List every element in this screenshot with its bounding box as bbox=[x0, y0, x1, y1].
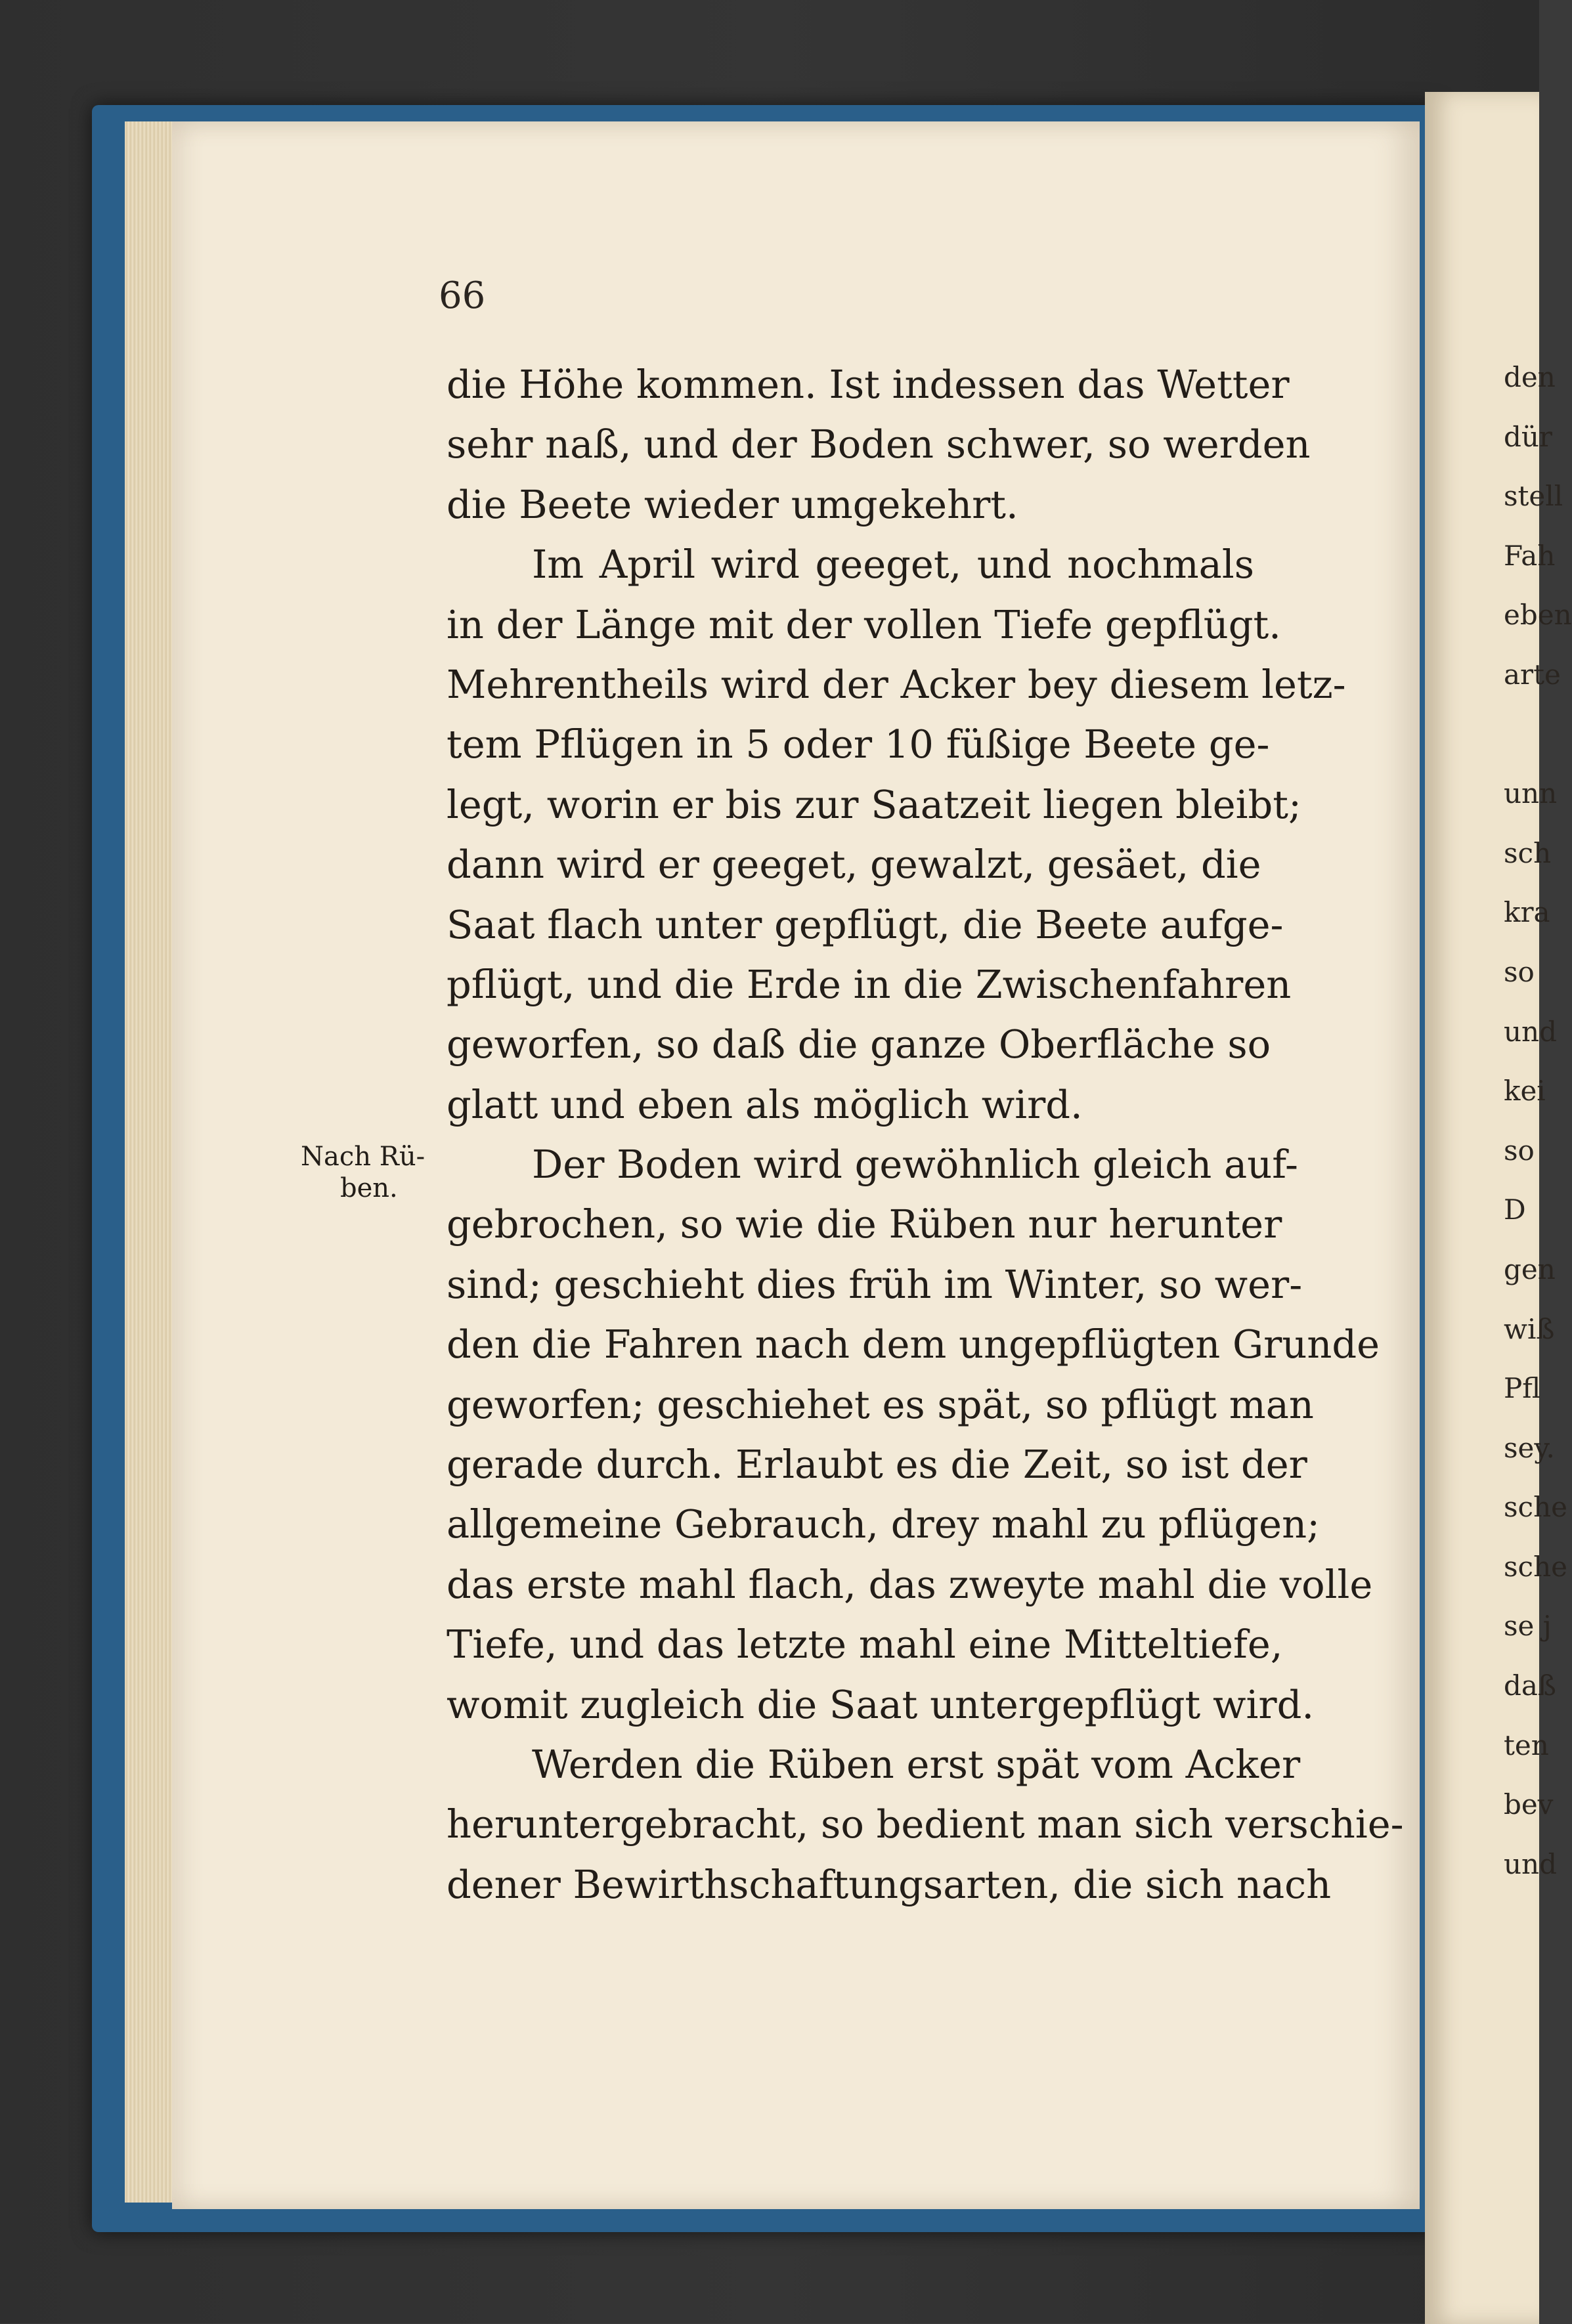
text-line: gebrochen, so wie die Rüben nur herunter bbox=[447, 1201, 1282, 1247]
fragment: se j bbox=[1504, 1610, 1552, 1643]
text-line: heruntergebracht, so bedient man sich verschie- bbox=[447, 1801, 1404, 1847]
text-line: Im April wird geeget, und nochmals bbox=[532, 542, 1254, 588]
fragment: kei bbox=[1504, 1075, 1546, 1108]
text-line: dener Bewirthschaftungsarten, die sich nach bbox=[447, 1861, 1332, 1907]
fragment: eben bbox=[1504, 599, 1572, 632]
fragment: so bbox=[1504, 1134, 1535, 1167]
fragment: bev bbox=[1504, 1788, 1554, 1821]
text-line: den die Fahren nach dem ungepflügten Grunde bbox=[447, 1322, 1380, 1367]
fragment: kra bbox=[1504, 896, 1550, 929]
text-line: das erste mahl flach, das zweyte mahl die volle bbox=[447, 1561, 1373, 1607]
fragment: stell bbox=[1504, 480, 1563, 513]
fragment: sey. bbox=[1504, 1431, 1555, 1464]
text-line: sind; geschieht dies früh im Winter, so wer- bbox=[447, 1261, 1303, 1307]
fragment: D bbox=[1504, 1194, 1526, 1226]
fragment: unn bbox=[1504, 777, 1558, 810]
text-line: Saat flach unter gepflügt, die Beete aufge- bbox=[447, 901, 1284, 947]
margin-note bbox=[301, 1141, 445, 1204]
fragment: Fah bbox=[1504, 539, 1556, 572]
text-line: Werden die Rüben erst spät vom Acker bbox=[532, 1741, 1301, 1787]
fragment: dür bbox=[1504, 420, 1553, 453]
text-line: Der Boden wird gewöhnlich gleich auf- bbox=[532, 1142, 1298, 1188]
facing-page-text-fragments bbox=[1504, 348, 1572, 1894]
text-line: glatt und eben als möglich wird. bbox=[447, 1081, 1083, 1127]
text-line: dann wird er geeget, gewalzt, gesäet, die bbox=[447, 842, 1261, 888]
text-line: legt, worin er bis zur Saatzeit liegen bleibt; bbox=[447, 781, 1301, 827]
fragment bbox=[1504, 705, 1572, 765]
text-line: allgemeine Gebrauch, drey mahl zu pflügen; bbox=[447, 1501, 1320, 1547]
fragment: und bbox=[1504, 1015, 1557, 1048]
fragment: den bbox=[1504, 361, 1556, 393]
fragment: arte bbox=[1504, 658, 1561, 691]
text-line: pflügt, und die Erde in die Zwischenfahren bbox=[447, 961, 1292, 1007]
fragment: sche bbox=[1504, 1550, 1567, 1583]
text-line: Tiefe, und das letzte mahl eine Mitteltiefe, bbox=[447, 1622, 1283, 1668]
text-line: sehr naß, und der Boden schwer, so werden bbox=[447, 421, 1311, 467]
fragment: wiß bbox=[1504, 1312, 1555, 1345]
margin-note-line: Nach Rü- bbox=[301, 1142, 426, 1172]
text-line: gerade durch. Erlaubt es die Zeit, so ist der bbox=[447, 1442, 1307, 1488]
text-line: geworfen, so daß die ganze Oberfläche so bbox=[447, 1022, 1271, 1067]
fragment: sch bbox=[1504, 836, 1552, 869]
fragment: und bbox=[1504, 1847, 1557, 1880]
fragment: daß bbox=[1504, 1669, 1556, 1702]
page-number: 66 bbox=[439, 274, 486, 317]
page-edges bbox=[125, 121, 177, 2203]
text-line: geworfen; geschiehet es spät, so pflügt man bbox=[447, 1381, 1314, 1427]
text-line: tem Pflügen in 5 oder 10 füßige Beete ge- bbox=[447, 721, 1270, 767]
text-line: in der Länge mit der vollen Tiefe gepflügt. bbox=[447, 601, 1281, 647]
text-line: die Beete wieder umgekehrt. bbox=[447, 481, 1018, 527]
fragment: gen bbox=[1504, 1253, 1556, 1285]
text-line: womit zugleich die Saat untergepflügt wird. bbox=[447, 1681, 1315, 1727]
fragment: Pfl bbox=[1504, 1372, 1541, 1405]
fragment: sche bbox=[1504, 1491, 1567, 1524]
page-body-text bbox=[447, 355, 1404, 1914]
fragment: so bbox=[1504, 955, 1535, 988]
text-line: die Höhe kommen. Ist indessen das Wetter bbox=[447, 362, 1290, 407]
text-line: Mehrentheils wird der Acker bey diesem letz- bbox=[447, 661, 1346, 707]
margin-note-line: ben. bbox=[340, 1173, 398, 1203]
fragment: ten bbox=[1504, 1729, 1549, 1761]
